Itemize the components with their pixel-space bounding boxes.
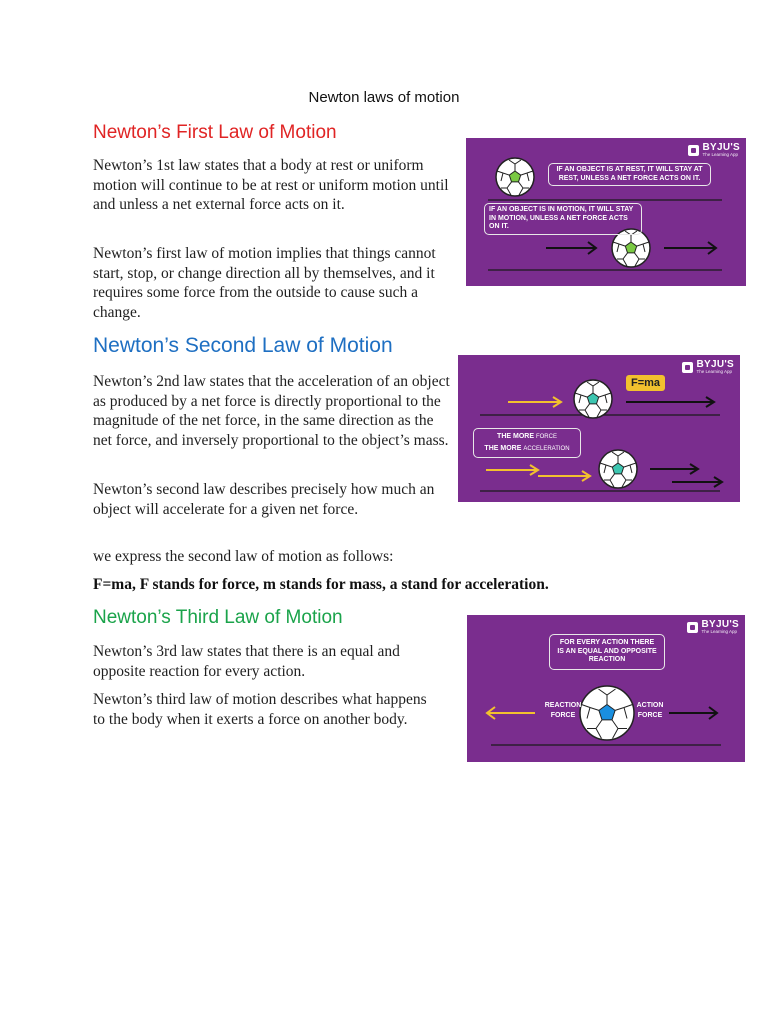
callout-more-force: THE MORE FORCE THE MORE ACCELERATION — [473, 428, 581, 458]
third-law-figure — [467, 615, 745, 762]
label-reaction-force: REACTION FORCE — [544, 702, 582, 719]
callout-at-rest: IF AN OBJECT IS AT REST, IT WILL STAY AT REST, UNLESS A NET FORCE ACTS ON IT. — [548, 163, 711, 186]
arrow-right-icon — [486, 465, 590, 481]
first-law-figure — [466, 138, 746, 286]
soccer-ball-icon — [599, 450, 637, 488]
arrow-right-icon — [664, 242, 716, 254]
second-law-paragraph-2: Newton’s second law describes precisely how much an object will accelerate for a given net force. — [93, 481, 435, 518]
formula-badge: F=ma — [626, 375, 665, 391]
callout-action-reaction: FOR EVERY ACTION THERE IS AN EQUAL AND OPPOSITE REACTION — [549, 634, 665, 670]
third-law-paragraph-1: Newton’s 3rd law states that there is an equal and opposite reaction for every action. — [93, 643, 400, 680]
arrow-left-icon — [487, 707, 535, 719]
byjus-logo-icon — [682, 360, 734, 375]
soccer-ball-icon — [580, 686, 634, 740]
heading-second-law: Newton’s Second Law of Motion — [93, 334, 393, 357]
second-law-figure — [458, 355, 740, 502]
brand-name: BYJU'S — [702, 142, 740, 153]
second-law-paragraph-3: we express the second law of motion as follows: — [93, 548, 394, 565]
brand-tagline: The Learning App — [696, 369, 732, 374]
brand-name: BYJU'S — [696, 359, 734, 370]
arrow-right-icon — [546, 242, 596, 254]
second-law-formula: F=ma, F stands for force, m stands for mass, a stand for acceleration. — [93, 576, 549, 593]
page-title: Newton laws of motion — [308, 89, 460, 106]
byjus-logo-icon — [688, 143, 740, 158]
brand-tagline: The Learning App — [702, 152, 738, 157]
soccer-ball-icon — [612, 229, 650, 267]
first-law-paragraph-2: Newton’s first law of motion implies that things cannot start, stop, or change direction all by themselves, and it requires some force from the outside to cause such a change. — [93, 245, 436, 321]
callout-in-motion: IF AN OBJECT IS IN MOTION, IT WILL STAY IN MOTION, UNLESS A NET FORCE ACTS ON IT. — [484, 203, 642, 235]
heading-first-law: Newton’s First Law of Motion — [93, 122, 337, 143]
arrow-right-icon — [669, 707, 717, 719]
soccer-ball-icon — [496, 158, 534, 196]
arrow-right-icon — [650, 464, 722, 487]
arrow-right-icon — [626, 397, 714, 407]
arrow-right-icon — [508, 397, 561, 407]
third-law-paragraph-2: Newton’s third law of motion describes what happens to the body when it exerts a force on another body. — [93, 691, 427, 728]
label-action-force: ACTION FORCE — [636, 702, 664, 719]
brand-name: BYJU'S — [701, 619, 739, 630]
heading-third-law: Newton’s Third Law of Motion — [93, 607, 343, 628]
byjus-logo-icon — [687, 620, 739, 635]
second-law-paragraph-1: Newton’s 2nd law states that the acceleration of an object as produced by a net force is directly proportional to the magnitude of the net force, in the same direction as the net force, and inversely proportional to the object’s mass. — [93, 373, 450, 449]
soccer-ball-icon — [574, 380, 612, 418]
brand-tagline: The Learning App — [701, 629, 737, 634]
first-law-paragraph-1: Newton’s 1st law states that a body at rest or uniform motion will continue to be at rest or uniform motion until and unless a net external force acts on it. — [93, 157, 449, 213]
